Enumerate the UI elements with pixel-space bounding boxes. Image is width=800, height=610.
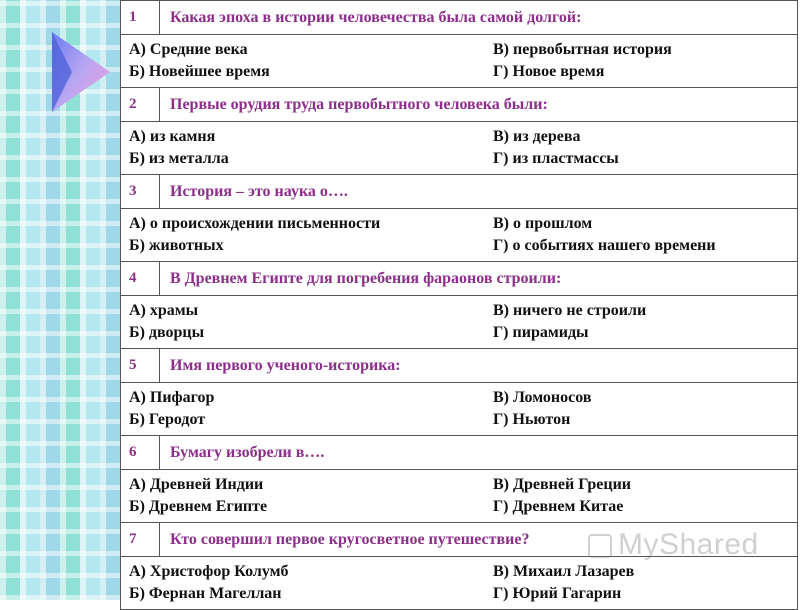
- question-row: [121, 1, 798, 35]
- question-text: Кто совершил первое кругосветное путешествие?: [160, 523, 798, 557]
- option-v: В) Михаил Лазарев: [493, 563, 635, 580]
- option-a: А) храмы: [129, 302, 199, 319]
- option-a: А) Пифагор: [129, 389, 215, 406]
- question-row: [121, 262, 798, 296]
- question-text: В Древнем Египте для погребения фараонов строили:: [160, 262, 798, 296]
- option-v: В) ничего не строили: [493, 302, 647, 319]
- triangle-arrow-icon: [48, 30, 112, 114]
- options-row: [121, 296, 798, 349]
- question-number: 6: [121, 436, 160, 470]
- question-number: 2: [121, 88, 160, 122]
- question-text: Первые орудия труда первобытного человека были:: [160, 88, 798, 122]
- watermark-text: MyShared: [618, 528, 759, 561]
- question-row: [121, 175, 798, 209]
- option-a: А) из камня: [129, 128, 216, 145]
- option-b: Б) Древнем Египте: [129, 498, 268, 515]
- question-text: Имя первого ученого-историка:: [160, 349, 798, 383]
- option-b: Б) Фернан Магеллан: [129, 585, 282, 602]
- watermark: [588, 528, 759, 562]
- option-b: Б) Геродот: [129, 411, 206, 428]
- options-row: [121, 383, 798, 436]
- option-v: В) из дерева: [493, 128, 581, 145]
- options-row: [121, 122, 798, 175]
- option-g: Г) пирамиды: [493, 324, 589, 341]
- option-v: В) о прошлом: [493, 215, 593, 232]
- option-v: В) Ломоносов: [493, 389, 592, 406]
- question-text: Какая эпоха в истории человечества была самой долгой:: [160, 1, 798, 35]
- option-g: Г) Новое время: [493, 63, 605, 80]
- option-g: Г) из пластмассы: [493, 150, 619, 167]
- question-number: 3: [121, 175, 160, 209]
- option-g: Г) о событиях нашего времени: [493, 237, 716, 254]
- decorative-mosaic-strip: [0, 0, 120, 600]
- question-row: [121, 88, 798, 122]
- options-row: [121, 470, 798, 523]
- option-v: В) первобытная история: [493, 41, 672, 58]
- option-b: Б) Новейшее время: [129, 63, 270, 80]
- option-g: Г) Юрий Гагарин: [493, 585, 622, 602]
- options-row: [121, 35, 798, 88]
- question-row: [121, 436, 798, 470]
- question-number: 4: [121, 262, 160, 296]
- option-b: Б) дворцы: [129, 324, 205, 341]
- option-b: Б) из металла: [129, 150, 229, 167]
- option-g: Г) Древнем Китае: [493, 498, 624, 515]
- option-g: Г) Ньютон: [493, 411, 571, 428]
- option-a: А) Средние века: [129, 41, 248, 58]
- option-v: В) Древней Греции: [493, 476, 632, 493]
- option-a: А) Древней Индии: [129, 476, 264, 493]
- options-row: [121, 209, 798, 262]
- watermark-logo-icon: [588, 534, 612, 558]
- option-b: Б) животных: [129, 237, 224, 254]
- option-a: А) о происхождении письменности: [129, 215, 381, 232]
- question-number: 7: [121, 523, 160, 557]
- option-a: А) Христофор Колумб: [129, 563, 289, 580]
- question-text: Бумагу изобрели в….: [160, 436, 798, 470]
- quiz-table: [120, 0, 798, 610]
- question-number: 5: [121, 349, 160, 383]
- question-number: 1: [121, 1, 160, 35]
- question-text: История – это наука о….: [160, 175, 798, 209]
- options-row: [121, 557, 798, 610]
- question-row: [121, 349, 798, 383]
